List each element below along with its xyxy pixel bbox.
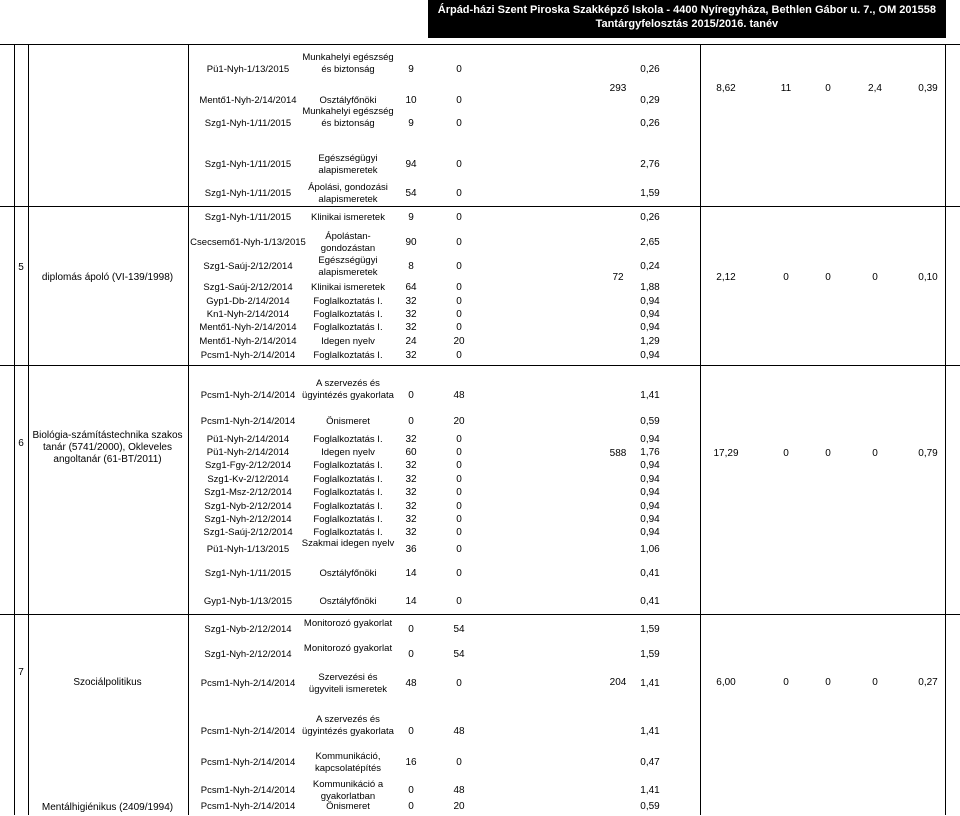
- summary-value: 0: [825, 83, 831, 94]
- practice-hours: 0: [456, 282, 462, 293]
- weekly-load: 0,94: [640, 434, 660, 445]
- theory-hours: 48: [405, 678, 417, 689]
- class-code: Pcsm1-Nyh-2/14/2014: [200, 416, 296, 427]
- theory-hours: 90: [405, 237, 417, 248]
- subject-name: Foglalkoztatás I.: [313, 514, 383, 525]
- teacher-number: 6: [18, 438, 24, 449]
- class-code: Pü1-Nyh-1/13/2015: [206, 64, 290, 75]
- subject-name: Kommunikáció, kapcsolatépítés: [314, 751, 381, 774]
- class-code: Pcsm1-Nyh-2/14/2014: [200, 350, 296, 361]
- subject-name: Idegen nyelv: [321, 447, 375, 458]
- weekly-load: 0,24: [640, 261, 660, 272]
- theory-hours: 36: [405, 544, 417, 555]
- grid-line: [28, 44, 29, 815]
- weekly-load: 0,47: [640, 757, 660, 768]
- practice-hours: 0: [456, 596, 462, 607]
- class-code: Szg1-Kv-2/12/2014: [207, 474, 289, 485]
- practice-hours: 20: [453, 336, 465, 347]
- theory-hours: 0: [408, 649, 414, 660]
- teacher-separator: [0, 365, 960, 366]
- subject-name: Klinikai ismeretek: [311, 282, 385, 293]
- weekly-load: 0,94: [640, 309, 660, 320]
- theory-hours: 32: [405, 487, 417, 498]
- summary-value: 0: [872, 448, 878, 459]
- practice-hours: 0: [456, 188, 462, 199]
- class-code: Szg1-Nyh-2/12/2014: [204, 649, 292, 660]
- weekly-load: 0,94: [640, 460, 660, 471]
- practice-hours: 48: [453, 390, 465, 401]
- weekly-load: 1,59: [640, 624, 660, 635]
- class-code: Pcsm1-Nyh-2/14/2014: [200, 678, 296, 689]
- weekly-load: 0,94: [640, 514, 660, 525]
- summary-value: 0: [783, 272, 789, 283]
- class-code: Kn1-Nyh-2/14/2014: [206, 309, 290, 320]
- subject-name: Önismeret: [326, 801, 370, 812]
- weekly-load: 0,41: [640, 596, 660, 607]
- theory-hours: 14: [405, 568, 417, 579]
- subject-name: Foglalkoztatás I.: [313, 527, 383, 538]
- theory-hours: 0: [408, 801, 414, 812]
- weekly-load: 0,94: [640, 501, 660, 512]
- class-code: Mentő1-Nyh-2/14/2014: [199, 336, 297, 347]
- theory-hours: 16: [405, 757, 417, 768]
- practice-hours: 0: [456, 544, 462, 555]
- subject-name: Osztályfőnöki: [319, 596, 377, 607]
- subject-name: Foglalkoztatás I.: [313, 501, 383, 512]
- theory-hours: 32: [405, 460, 417, 471]
- theory-hours: 10: [405, 95, 417, 106]
- summary-value: 0,27: [918, 677, 938, 688]
- grid-line: [945, 44, 946, 815]
- weekly-load: 0,94: [640, 322, 660, 333]
- weekly-load: 1,41: [640, 726, 660, 737]
- theory-hours: 0: [408, 416, 414, 427]
- theory-hours: 32: [405, 434, 417, 445]
- subject-name: Foglalkoztatás I.: [313, 460, 383, 471]
- class-code: Szg1-Nyh-1/11/2015: [204, 118, 292, 129]
- summary-value: 0,10: [918, 272, 938, 283]
- practice-hours: 0: [456, 757, 462, 768]
- document-title: Tantárgyfelosztás 2015/2016. tanév: [595, 18, 779, 30]
- class-code: Gyp1-Db-2/14/2014: [206, 296, 290, 307]
- practice-hours: 0: [456, 237, 462, 248]
- subject-name: A szervezés és ügyintézés gyakorlata: [302, 714, 394, 737]
- document-header: [428, 0, 946, 38]
- subject-name: Önismeret: [326, 416, 370, 427]
- total-hours: 588: [609, 448, 627, 459]
- weekly-load: 0,94: [640, 350, 660, 361]
- theory-hours: 32: [405, 350, 417, 361]
- theory-hours: 9: [408, 64, 414, 75]
- summary-value: 0: [783, 448, 789, 459]
- weekly-load: 1,59: [640, 188, 660, 199]
- summary-value: 11: [780, 83, 792, 94]
- class-code: Szg1-Nyh-1/11/2015: [204, 568, 292, 579]
- class-code: Mentő1-Nyh-2/14/2014: [199, 95, 297, 106]
- subject-name: Egészségügyi alapismeretek: [318, 153, 378, 176]
- teacher-separator: [0, 206, 960, 207]
- class-code: Pcsm1-Nyh-2/14/2014: [200, 785, 296, 796]
- teacher-separator: [0, 614, 960, 615]
- teacher-qualification: Biológia-számítástechnika szakos tanár (5741/2000), Okleveles angoltanár (61-BT/2011): [32, 430, 183, 465]
- theory-hours: 0: [408, 726, 414, 737]
- theory-hours: 8: [408, 261, 414, 272]
- theory-hours: 32: [405, 474, 417, 485]
- teacher-number: 5: [18, 262, 24, 273]
- summary-value: 2,4: [868, 83, 882, 94]
- weekly-load: 0,59: [640, 416, 660, 427]
- class-code: Szg1-Saúj-2/12/2014: [203, 527, 293, 538]
- class-code: Pü1-Nyh-1/13/2015: [206, 544, 290, 555]
- subject-name: Szervezési és ügyviteli ismeretek: [308, 672, 388, 695]
- weekly-load: 1,41: [640, 785, 660, 796]
- practice-hours: 0: [456, 95, 462, 106]
- practice-hours: 20: [453, 416, 465, 427]
- subject-name: Foglalkoztatás I.: [313, 322, 383, 333]
- practice-hours: 0: [456, 350, 462, 361]
- weekly-load: 1,06: [640, 544, 660, 555]
- weekly-load: 1,29: [640, 336, 660, 347]
- class-code: Mentő1-Nyh-2/14/2014: [199, 322, 297, 333]
- subject-name: Foglalkoztatás I.: [313, 309, 383, 320]
- teacher-qualification: diplomás ápoló (VI-139/1998): [41, 272, 174, 283]
- theory-hours: 9: [408, 212, 414, 223]
- summary-value: 0: [783, 677, 789, 688]
- class-code: Pcsm1-Nyh-2/14/2014: [200, 726, 296, 737]
- class-code: Szg1-Nyh-1/11/2015: [204, 212, 292, 223]
- weekly-load: 0,94: [640, 487, 660, 498]
- practice-hours: 0: [456, 514, 462, 525]
- subject-name: Osztályfőnöki: [319, 568, 377, 579]
- subject-name: Foglalkoztatás I.: [313, 296, 383, 307]
- grid-line: [14, 44, 15, 815]
- theory-hours: 32: [405, 309, 417, 320]
- weekly-load: 0,59: [640, 801, 660, 812]
- subject-name: A szervezés és ügyintézés gyakorlata: [302, 378, 394, 401]
- class-code: Szg1-Nyb-2/12/2014: [204, 624, 292, 635]
- summary-value: 0: [872, 677, 878, 688]
- summary-value: 0: [825, 448, 831, 459]
- subject-name: Ápolástan-gondozástan: [320, 231, 376, 254]
- practice-hours: 0: [456, 322, 462, 333]
- theory-hours: 54: [405, 188, 417, 199]
- subject-name: Monitorozó gyakorlat: [303, 618, 393, 629]
- class-code: Csecsemő1-Nyh-1/13/2015: [190, 237, 306, 248]
- theory-hours: 94: [405, 159, 417, 170]
- theory-hours: 24: [405, 336, 417, 347]
- theory-hours: 14: [405, 596, 417, 607]
- practice-hours: 54: [453, 649, 465, 660]
- class-code: Pü1-Nyh-2/14/2014: [206, 447, 290, 458]
- weekly-load: 0,26: [640, 212, 660, 223]
- subject-name: Egészségügyi alapismeretek: [318, 255, 378, 278]
- theory-hours: 32: [405, 527, 417, 538]
- school-name: Árpád-házi Szent Piroska Szakképző Iskola - 4400 Nyíregyháza, Bethlen Gábor u. 7., OM 201558: [437, 4, 936, 16]
- practice-hours: 0: [456, 487, 462, 498]
- practice-hours: 0: [456, 309, 462, 320]
- practice-hours: 0: [456, 678, 462, 689]
- class-code: Szg1-Msz-2/12/2014: [204, 487, 292, 498]
- practice-hours: 54: [453, 624, 465, 635]
- practice-hours: 0: [456, 261, 462, 272]
- weekly-load: 0,94: [640, 474, 660, 485]
- summary-value: 0: [872, 272, 878, 283]
- subject-name: Foglalkoztatás I.: [313, 474, 383, 485]
- class-code: Szg1-Fgy-2/12/2014: [204, 460, 292, 471]
- subject-name: Kommunikáció a gyakorlatban: [312, 779, 384, 802]
- subject-name: Szakmai idegen nyelv: [301, 538, 395, 549]
- subject-name: Foglalkoztatás I.: [313, 434, 383, 445]
- summary-value: 0: [825, 272, 831, 283]
- weekly-load: 1,41: [640, 390, 660, 401]
- theory-hours: 0: [408, 785, 414, 796]
- practice-hours: 48: [453, 785, 465, 796]
- subject-name: Munkahelyi egészség és biztonság: [302, 52, 394, 75]
- teacher-qualification: Szociálpolitikus: [73, 677, 142, 688]
- theory-hours: 9: [408, 118, 414, 129]
- teacher-number: 7: [18, 667, 24, 678]
- subject-name: Foglalkoztatás I.: [313, 487, 383, 498]
- practice-hours: 0: [456, 527, 462, 538]
- theory-hours: 0: [408, 390, 414, 401]
- class-code: Szg1-Nyb-2/12/2014: [204, 501, 292, 512]
- weekly-load: 0,41: [640, 568, 660, 579]
- theory-hours: 32: [405, 501, 417, 512]
- practice-hours: 0: [456, 447, 462, 458]
- summary-value: 0,79: [918, 448, 938, 459]
- total-hours: 72: [612, 272, 624, 283]
- subject-name: Idegen nyelv: [321, 336, 375, 347]
- summary-value: 17,29: [713, 448, 739, 459]
- class-code: Pcsm1-Nyh-2/14/2014: [200, 757, 296, 768]
- class-code: Gyp1-Nyb-1/13/2015: [203, 596, 293, 607]
- subject-name: Monitorozó gyakorlat: [303, 643, 393, 654]
- practice-hours: 0: [456, 474, 462, 485]
- practice-hours: 20: [453, 801, 465, 812]
- practice-hours: 0: [456, 501, 462, 512]
- practice-hours: 0: [456, 159, 462, 170]
- weekly-load: 2,65: [640, 237, 660, 248]
- class-code: Szg1-Nyh-2/12/2014: [204, 514, 292, 525]
- weekly-load: 0,29: [640, 95, 660, 106]
- total-hours: 293: [609, 83, 627, 94]
- summary-value: 0,39: [918, 83, 938, 94]
- practice-hours: 0: [456, 568, 462, 579]
- subject-name: Klinikai ismeretek: [311, 212, 385, 223]
- theory-hours: 32: [405, 296, 417, 307]
- grid-line: [700, 44, 701, 815]
- subject-name: Munkahelyi egészség és biztonság: [302, 106, 394, 129]
- weekly-load: 2,76: [640, 159, 660, 170]
- class-code: Szg1-Nyh-1/11/2015: [204, 159, 292, 170]
- weekly-load: 0,26: [640, 118, 660, 129]
- subject-name: Osztályfőnöki: [319, 95, 377, 106]
- practice-hours: 48: [453, 726, 465, 737]
- theory-hours: 64: [405, 282, 417, 293]
- subject-name: Foglalkoztatás I.: [313, 350, 383, 361]
- practice-hours: 0: [456, 434, 462, 445]
- theory-hours: 60: [405, 447, 417, 458]
- weekly-load: 0,94: [640, 296, 660, 307]
- theory-hours: 32: [405, 322, 417, 333]
- total-hours: 204: [609, 677, 627, 688]
- weekly-load: 1,59: [640, 649, 660, 660]
- class-code: Pcsm1-Nyh-2/14/2014: [200, 801, 296, 812]
- teacher-qualification: Mentálhigiénikus (2409/1994): [41, 802, 174, 813]
- class-code: Szg1-Saúj-2/12/2014: [203, 282, 293, 293]
- theory-hours: 32: [405, 514, 417, 525]
- weekly-load: 1,41: [640, 678, 660, 689]
- class-code: Szg1-Nyh-1/11/2015: [204, 188, 292, 199]
- weekly-load: 0,26: [640, 64, 660, 75]
- class-code: Szg1-Saúj-2/12/2014: [203, 261, 293, 272]
- summary-value: 0: [825, 677, 831, 688]
- practice-hours: 0: [456, 118, 462, 129]
- summary-value: 6,00: [716, 677, 736, 688]
- class-code: Pcsm1-Nyh-2/14/2014: [200, 390, 296, 401]
- practice-hours: 0: [456, 296, 462, 307]
- class-code: Pü1-Nyh-2/14/2014: [206, 434, 290, 445]
- practice-hours: 0: [456, 460, 462, 471]
- summary-value: 8,62: [716, 83, 736, 94]
- weekly-load: 0,94: [640, 527, 660, 538]
- subject-name: Ápolási, gondozási alapismeretek: [308, 182, 388, 205]
- practice-hours: 0: [456, 212, 462, 223]
- weekly-load: 1,76: [640, 447, 660, 458]
- weekly-load: 1,88: [640, 282, 660, 293]
- summary-value: 2,12: [716, 272, 736, 283]
- theory-hours: 0: [408, 624, 414, 635]
- practice-hours: 0: [456, 64, 462, 75]
